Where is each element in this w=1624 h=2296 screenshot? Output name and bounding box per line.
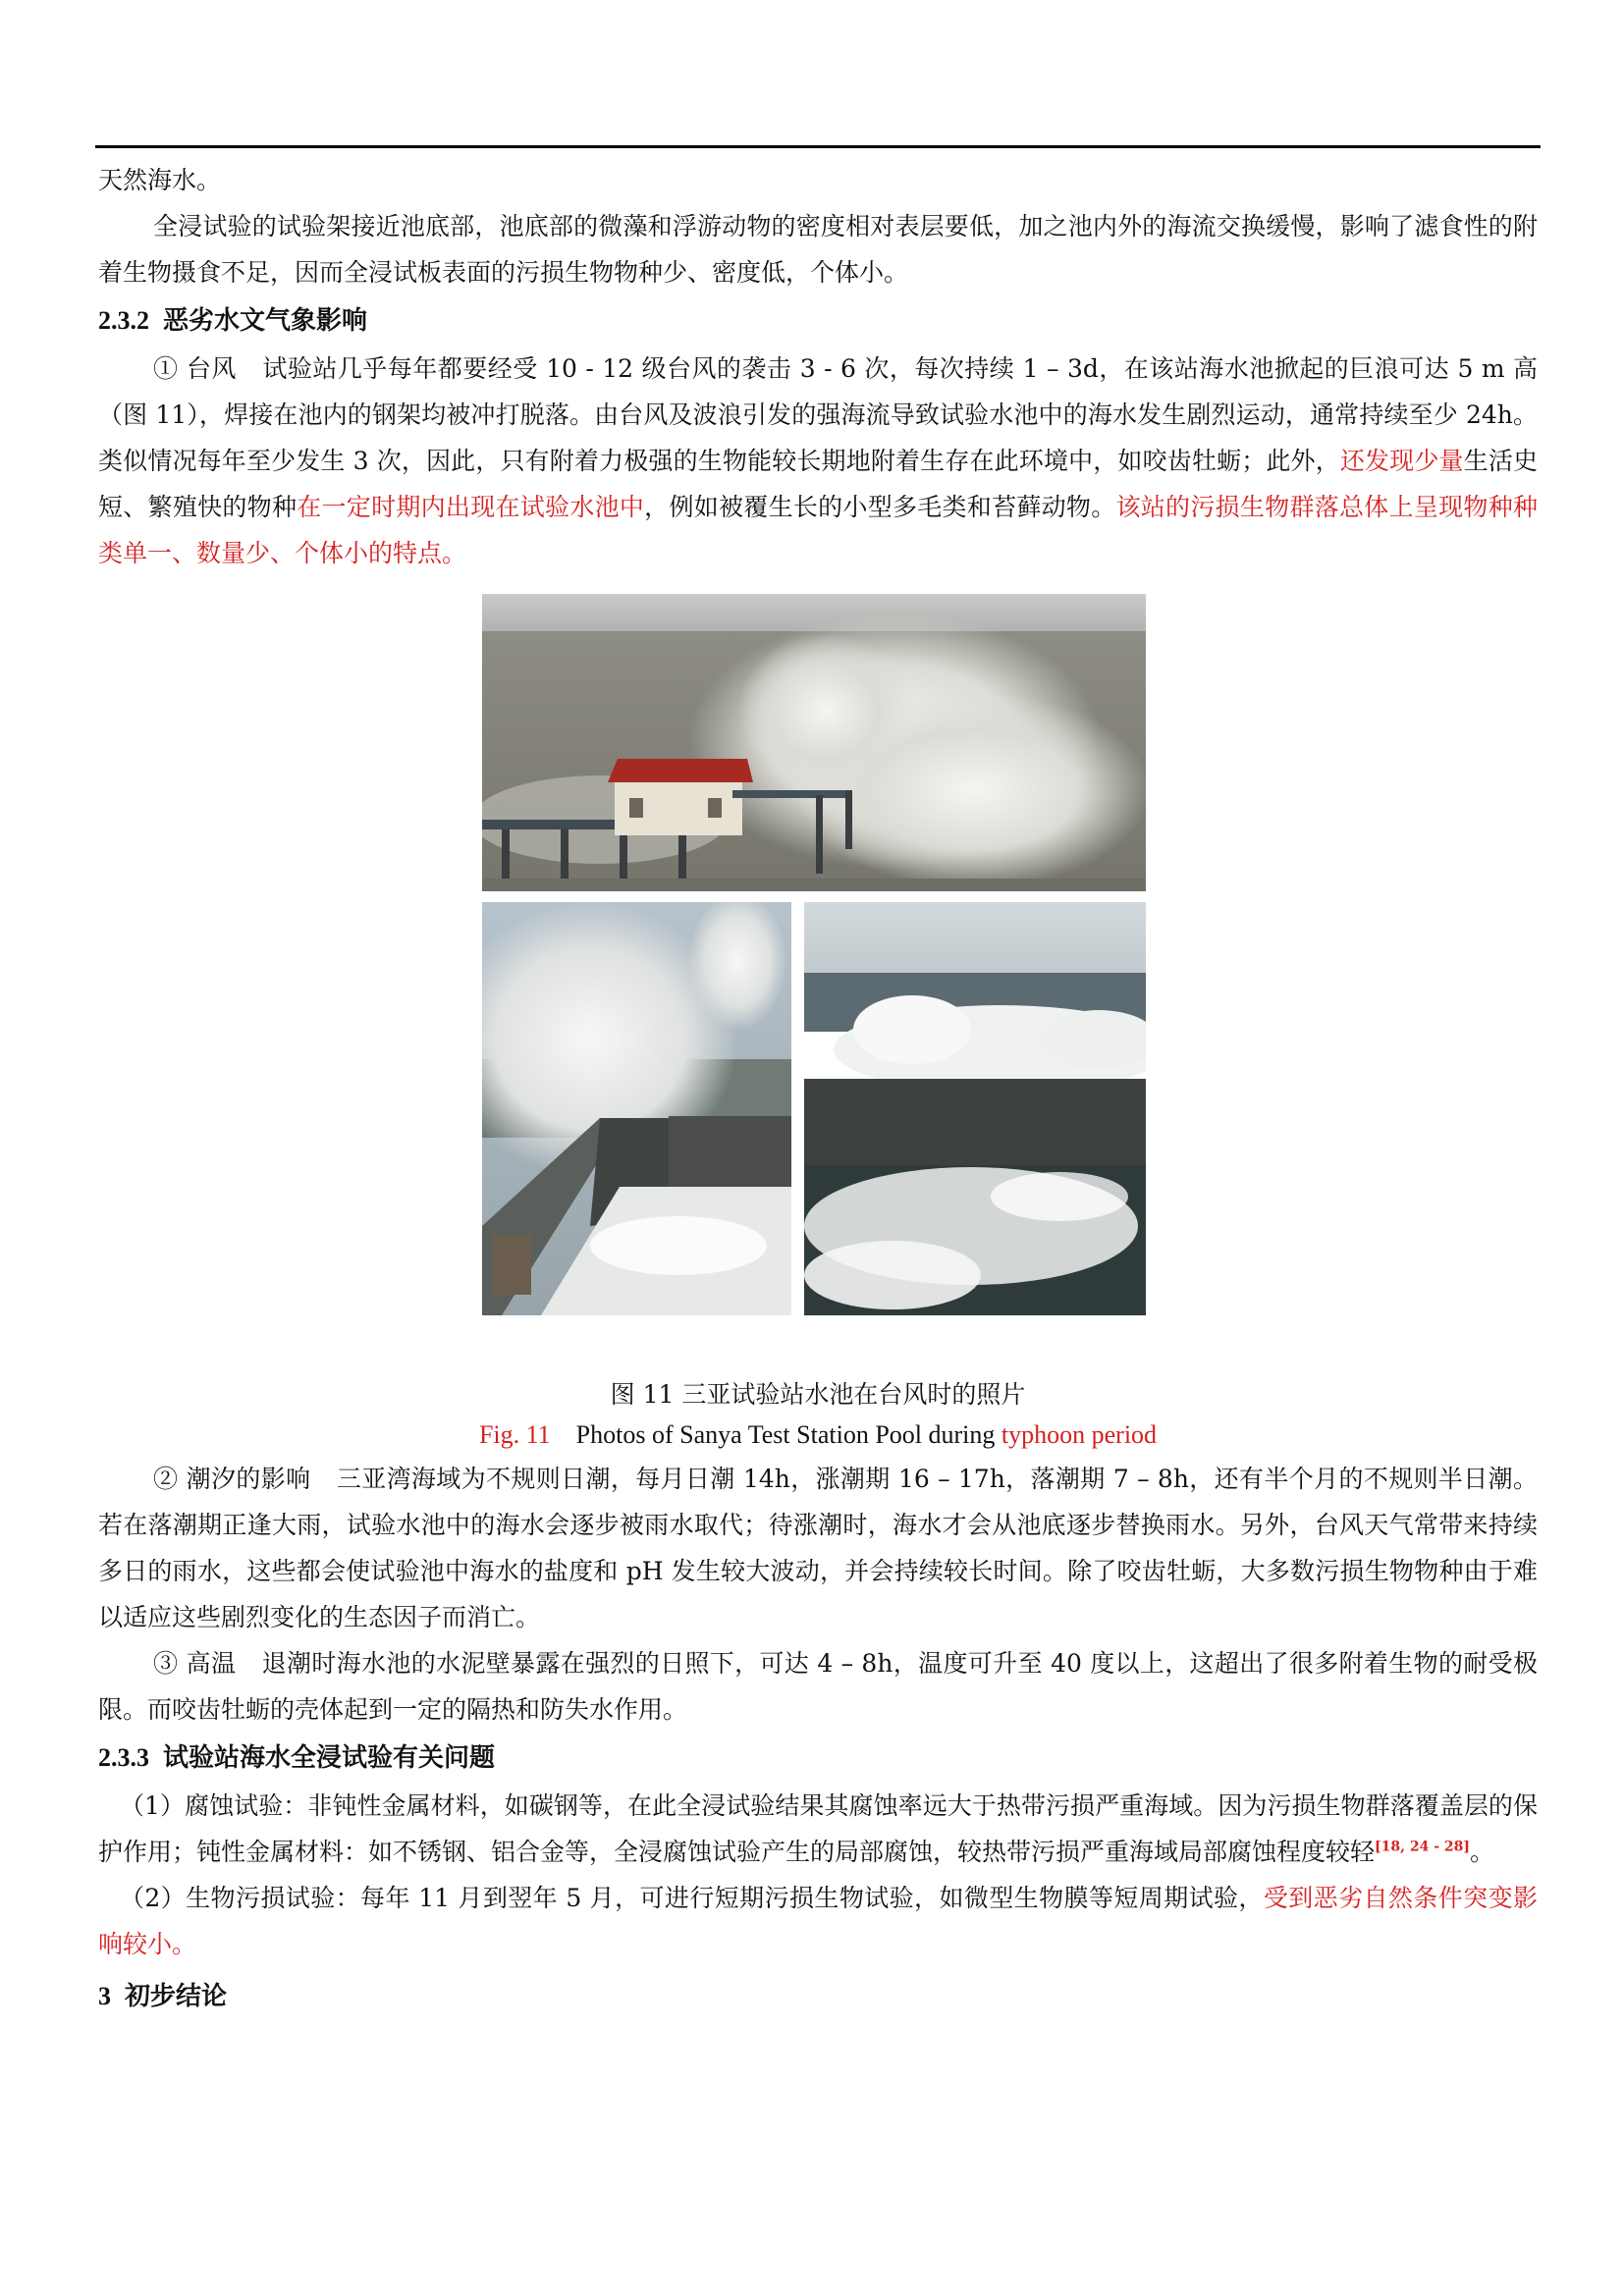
citation: [18, 24 - 28] — [1375, 1839, 1471, 1855]
section-title: 恶劣水文气象影响 — [163, 306, 368, 335]
figure-caption-cn: 图 11 三亚试验站水池在台风时的照片 — [610, 1380, 1026, 1409]
text-run: ，例如被覆生长的小型多毛类和苔藓动物。 — [644, 493, 1116, 521]
figure-number-en: Fig. 11 — [478, 1420, 551, 1449]
text-run: 试验站几乎每年都要经受 10 - 12 级台风的袭击 3 - 6 次，每次持续 1 – 3d，在该站海水池掀起的巨浪可达 5 m 高（图 11），焊接在池内的钢架均被冲打脱落。由台风及波浪引发的强海流导致试验水池中的海水发生剧烈运动，通常持续至少 24h。类似情况每年至少发生 3 次，因此，只有附着力极强的生物能较长期地附着生存在此环境中，如咬齿牡蛎；此外， — [98, 354, 1539, 475]
paragraph: 全浸试验的试验架接近池底部，池底部的微藻和浮游动物的密度相对表层要低，加之池内外的海流交换缓慢，影响了滤食性的附着生物摄食不足，因而全浸试板表面的污损生物物种少、密度低，个体小。 — [98, 212, 1538, 287]
item-label: ③ 高温 — [153, 1649, 237, 1678]
caption-highlight: typhoon period — [1001, 1420, 1158, 1449]
section-number: 2.3.2 — [98, 306, 149, 335]
header-rule — [95, 145, 1541, 148]
text-run: 三亚湾海域为不规则日潮，每月日潮 14h，涨潮期 16 – 17h，落潮期 7 – 8h，还有半个月的不规则半日潮。若在落潮期正逢大雨，试验水池中的海水会逐步被雨水取代；待涨潮时，海水才会从池底逐步替换雨水。另外，台风天气常带来持续多日的雨水，这些都会使试验池中海水的盐度和 pH 发生较大波动，并会持续较长时间。除了咬齿牡蛎，大多数污损生物物种由于难以适应这些剧烈变化的生态因子而消亡。 — [98, 1465, 1538, 1631]
fouling-paragraph — [98, 1875, 1538, 1967]
section-title: 试验站海水全浸试验有关问题 — [163, 1743, 496, 1772]
highlight-text: 还发现少量 — [1339, 447, 1464, 475]
figure-11 — [98, 594, 1538, 1369]
typhoon-paragraph — [98, 346, 1538, 576]
item-label: ② 潮汐的影响 — [153, 1465, 311, 1493]
text-run: 生活史短、繁殖快的物种 — [98, 447, 1538, 521]
text-run: 。 — [1470, 1838, 1495, 1866]
corrosion-paragraph — [98, 1783, 1538, 1875]
section-number: 2.3.3 — [98, 1743, 149, 1772]
heat-paragraph — [98, 1640, 1538, 1733]
typhoon-waves-pier-photo — [482, 594, 1146, 891]
figure-caption-en — [98, 1415, 1538, 1456]
item-label: ① 台风 — [153, 354, 237, 383]
highlight-text: 受到恶劣自然条件突变影响较小。 — [98, 1884, 1538, 1958]
page-body — [98, 157, 1538, 2021]
pool-wall-wave-photo-left — [482, 902, 791, 1315]
text-run: 退潮时海水池的水泥壁暴露在强烈的日照下，可达 4 – 8h，温度可升至 40 度以上，这超出了很多附着生物的耐受极限。而咬齿牡蛎的壳体起到一定的隔热和防失水作用。 — [98, 1649, 1538, 1724]
caption-text: Photos of Sanya Test Station Pool during — [575, 1420, 1001, 1449]
section-title: 初步结论 — [125, 1982, 228, 2010]
section-heading-2-3-2 — [98, 297, 1538, 344]
section-heading-2-3-3 — [98, 1735, 1538, 1781]
highlight-text: 该站的污损生物群落总体上呈现物种种类单一、数量少、个体小的特点。 — [98, 493, 1538, 567]
text-run: （2）生物污损试验：每年 11 月到翌年 5 月，可进行短期污损生物试验，如微型生物膜等短周期试验， — [120, 1884, 1264, 1912]
section-heading-3 — [98, 1973, 1538, 2019]
pool-wall-wave-photo-right — [804, 902, 1146, 1315]
paragraph: 天然海水。 — [98, 166, 222, 194]
section-number: 3 — [98, 1982, 111, 2010]
tide-paragraph — [98, 1456, 1538, 1640]
highlight-text: 在一定时期内出现在试验水池中 — [297, 493, 645, 521]
text-run: （1）腐蚀试验：非钝性金属材料，如碳钢等，在此全浸试验结果其腐蚀率远大于热带污损严重海域。因为污损生物群落覆盖层的保护作用；钝性金属材料：如不锈钢、铝合金等，全浸腐蚀试验产生的局部腐蚀，较热带污损严重海域局部腐蚀程度较轻 — [98, 1791, 1538, 1866]
